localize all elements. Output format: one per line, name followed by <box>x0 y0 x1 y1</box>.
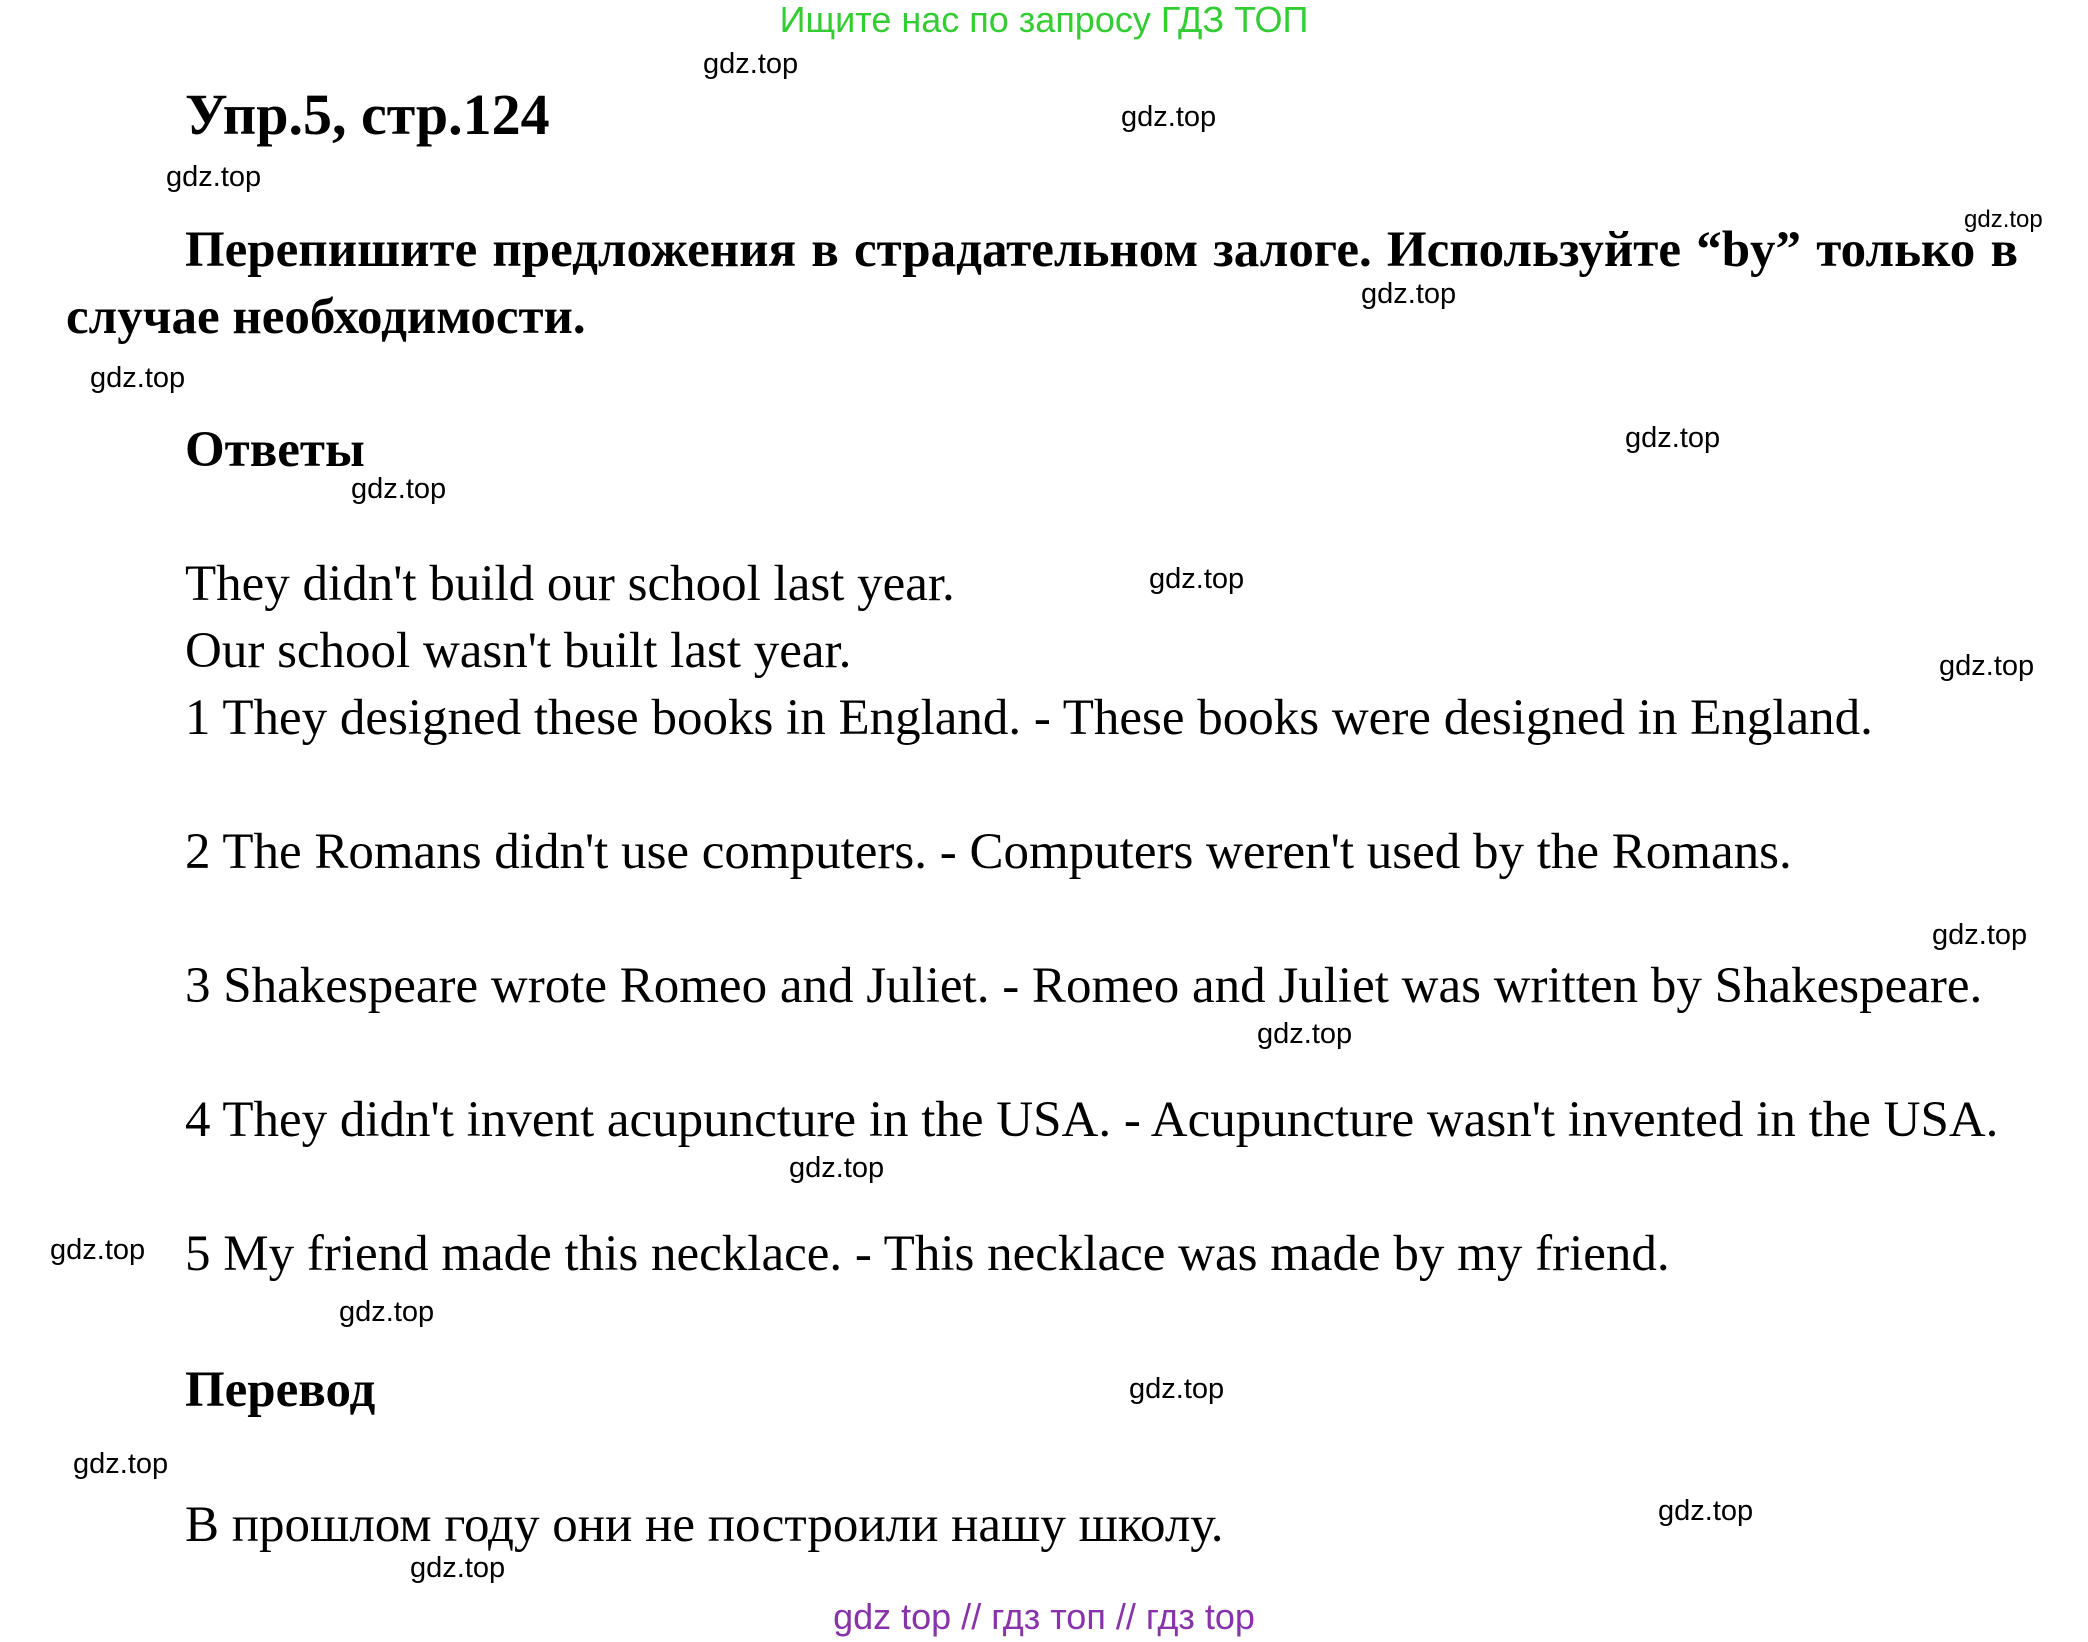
exercise-instruction: Перепишите предложения в страдательном залоге. Используйте “by” только в случае необходимости. <box>66 222 2018 345</box>
watermark-text: gdz.top <box>1257 1018 1353 1050</box>
watermark-text: gdz.top <box>351 473 447 505</box>
watermark-text: gdz.top <box>166 161 262 193</box>
watermark-text: gdz.top <box>1625 422 1721 454</box>
exercise-title: Упр.5, стр.124 <box>185 82 550 147</box>
translation-line: В прошлом году они не построили нашу школу. <box>185 1497 1224 1553</box>
watermark-text: gdz.top <box>1129 1373 1225 1405</box>
answer-item-4: 4 They didn't invent acupuncture in the USA. - Acupuncture wasn't invented in the USA. <box>185 1092 1999 1148</box>
watermark-text: gdz.top <box>339 1296 435 1328</box>
example-active-sentence: They didn't build our school last year. <box>185 556 955 612</box>
watermark-text: gdz.top <box>1939 650 2035 682</box>
watermark-text: gdz.top <box>90 362 186 394</box>
watermark-text: gdz.top <box>1964 206 2043 233</box>
answer-item-5: 5 My friend made this necklace. - This necklace was made by my friend. <box>185 1226 1670 1282</box>
translation-heading: Перевод <box>185 1362 376 1418</box>
bottom-banner-link[interactable]: gdz top // гдз топ // гдз top <box>833 1596 1255 1637</box>
answers-heading: Ответы <box>185 422 365 478</box>
top-banner-link[interactable]: Ищите нас по запросу ГДЗ ТОП <box>779 0 1309 40</box>
answer-item-2: 2 The Romans didn't use computers. - Computers weren't used by the Romans. <box>185 824 1792 880</box>
watermark-text: gdz.top <box>73 1448 169 1480</box>
example-passive-sentence: Our school wasn't built last year. <box>185 623 852 679</box>
watermark-text: gdz.top <box>1658 1495 1754 1527</box>
watermark-text: gdz.top <box>50 1234 146 1266</box>
watermark-text: gdz.top <box>1361 278 1457 310</box>
watermark-text: gdz.top <box>1932 919 2028 951</box>
watermark-text: gdz.top <box>1121 101 1217 133</box>
watermark-text: gdz.top <box>789 1152 885 1184</box>
watermark-text: gdz.top <box>1149 563 1245 595</box>
watermark-text: gdz.top <box>703 48 799 80</box>
answer-item-1: 1 They designed these books in England. - These books were designed in England. <box>185 690 1873 746</box>
watermark-text: gdz.top <box>410 1552 506 1584</box>
answer-item-3: 3 Shakespeare wrote Romeo and Juliet. - Romeo and Juliet was written by Shakespeare. <box>185 958 1983 1014</box>
